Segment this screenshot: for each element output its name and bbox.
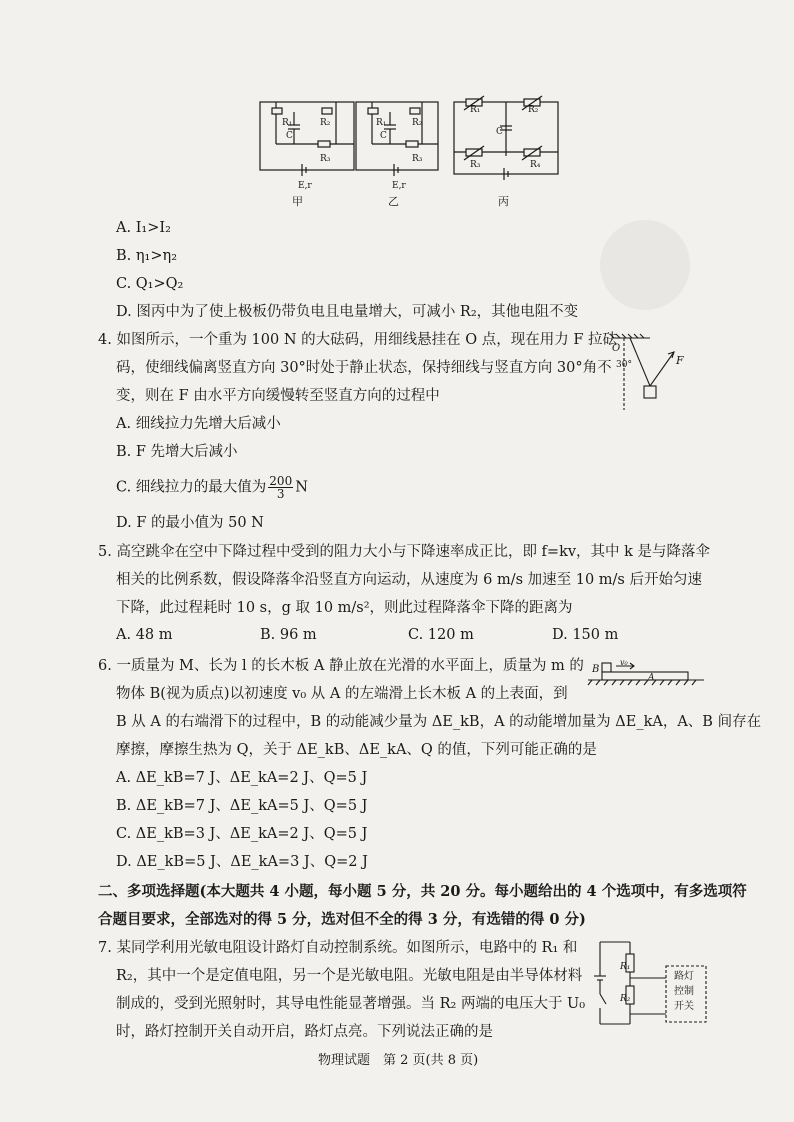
q5-option-a: A. 48 m bbox=[116, 627, 173, 643]
q5-option-b: B. 96 m bbox=[260, 627, 317, 643]
jia-label-er: E,r bbox=[298, 181, 312, 191]
q6-fig-label-a: A bbox=[648, 673, 655, 683]
q7-stem-line4: 时，路灯控制开关自动开启，路灯点亮。下列说法正确的是 bbox=[116, 1024, 493, 1040]
jia-label-c: C bbox=[286, 131, 293, 141]
q5-stem-line2: 相关的比例系数，假设降落伞沿竖直方向运动，从速度为 6 m/s 加速至 10 m/s 后开始匀速 bbox=[116, 572, 702, 588]
fraction-numerator: 200 bbox=[269, 474, 293, 488]
q6-stem-line2: 物体 B(视为质点)以初速度 v₀ 从 A 的左端滑上长木板 A 的上表面，到 bbox=[116, 686, 568, 702]
q4-fig-label-angle: 30° bbox=[616, 360, 632, 370]
q5-option-d: D. 150 m bbox=[552, 627, 619, 643]
q6-stem-line3: B 从 A 的右端滑下的过程中，B 的动能减少量为 ΔE_kB，A 的动能增加量为 ΔE_kA，A、B 间存在 bbox=[116, 714, 762, 730]
q7-stem-line3: 制成的，受到光照射时，其导电性能显著增强。当 R₂ 两端的电压大于 U₀ bbox=[116, 996, 586, 1012]
circuit-jia-caption: 甲 bbox=[292, 195, 303, 208]
q4-stem-line3: 变，则在 F 由水平方向缓慢转至竖直方向的过程中 bbox=[116, 388, 440, 404]
q3-option-d: D. 图丙中为了使上极板仍带负电且电量增大，可减小 R₂，其他电阻不变 bbox=[116, 304, 579, 320]
q4-fig-label-f: F bbox=[676, 354, 684, 367]
bing-label-r3: R₃ bbox=[470, 160, 481, 170]
q4-option-b: B. F 先增大后减小 bbox=[116, 444, 238, 460]
fraction-denominator: 3 bbox=[276, 487, 285, 501]
circuit-yi-caption: 乙 bbox=[388, 195, 399, 208]
yi-label-er: E,r bbox=[392, 181, 406, 191]
q6-option-c: C. ΔE_kB=3 J、ΔE_kA=2 J、Q=5 J bbox=[116, 826, 368, 842]
q6-stem-line4: 摩擦，摩擦生热为 Q，关于 ΔE_kB、ΔE_kA、Q 的值，下列可能正确的是 bbox=[116, 742, 597, 758]
circuit-jia-diagram bbox=[258, 98, 358, 186]
circuit-yi-diagram bbox=[354, 98, 444, 186]
q4-option-c-text: C. 细线拉力的最大值为 bbox=[116, 479, 267, 496]
q5-option-c: C. 120 m bbox=[408, 627, 474, 643]
circuit-bing-caption: 丙 bbox=[498, 195, 509, 208]
q4-option-c bbox=[116, 475, 308, 500]
q6-fig-label-v0: v₀ bbox=[620, 658, 628, 667]
bing-label-r1: R₁ bbox=[470, 105, 481, 115]
circuit-bing-diagram bbox=[452, 96, 562, 188]
q4-option-a: A. 细线拉力先增大后减小 bbox=[116, 416, 281, 432]
q4-stem-line2: 码，使细线偏离竖直方向 30°时处于静止状态，保持细线与竖直方向 30°角不 bbox=[116, 360, 612, 376]
q7-fig-label-r2: R₂ bbox=[620, 994, 631, 1004]
section2-header-line1: 二、多项选择题(本大题共 4 小题，每小题 5 分，共 20 分。每小题给出的 4 个选项中，有多选项符 bbox=[98, 883, 747, 900]
q6-option-b: B. ΔE_kB=7 J、ΔE_kA=5 J、Q=5 J bbox=[116, 798, 368, 814]
q6-option-a: A. ΔE_kB=7 J、ΔE_kA=2 J、Q=5 J bbox=[116, 770, 368, 786]
qr-smudge bbox=[600, 220, 690, 310]
bing-label-r2: R₂ bbox=[528, 105, 539, 115]
q6-option-d: D. ΔE_kB=5 J、ΔE_kA=3 J、Q=2 J bbox=[116, 854, 368, 870]
q4-option-c-unit: N bbox=[295, 479, 308, 496]
q7-stem-line1: 7. 某同学利用光敏电阻设计路灯自动控制系统。如图所示，电路中的 R₁ 和 bbox=[98, 940, 578, 956]
q7-fig-switch-label-3: 开关 bbox=[674, 1001, 694, 1012]
q7-stem-line2: R₂，其中一个是定值电阻，另一个是光敏电阻。光敏电阻是由半导体材料 bbox=[116, 968, 583, 984]
bing-label-c: C bbox=[496, 127, 503, 137]
q7-fig-switch-label-1: 路灯 bbox=[674, 971, 694, 982]
jia-label-r1: R₁ bbox=[282, 118, 293, 128]
q3-option-a: A. I₁>I₂ bbox=[116, 220, 171, 236]
q6-fig-label-b: B bbox=[592, 664, 600, 675]
section2-header-line2: 合题目要求，全部选对的得 5 分，选对但不全的得 3 分，有选错的得 0 分) bbox=[98, 911, 586, 928]
jia-label-r2: R₂ bbox=[320, 118, 331, 128]
q5-stem-line1: 5. 高空跳伞在空中下降过程中受到的阻力大小与下降速率成正比，即 f=kv，其中 k 是与降落伞 bbox=[98, 544, 711, 560]
yi-label-r2: R₂ bbox=[412, 118, 423, 128]
q3-option-b: B. η₁>η₂ bbox=[116, 248, 178, 264]
q4-stem-line1: 4. 如图所示，一个重为 100 N 的大砝码，用细线悬挂在 O 点，现在用力 F 拉砝 bbox=[98, 332, 618, 348]
jia-label-r3: R₃ bbox=[320, 154, 331, 164]
q4-force-diagram bbox=[610, 334, 690, 414]
yi-label-r3: R₃ bbox=[412, 154, 423, 164]
q4-option-d: D. F 的最小值为 50 N bbox=[116, 515, 264, 531]
q7-fig-label-r1: R₁ bbox=[620, 962, 631, 972]
q7-fig-switch-label-2: 控制 bbox=[674, 986, 694, 997]
q5-stem-line3: 下降，此过程耗时 10 s，g 取 10 m/s²，则此过程降落伞下降的距离为 bbox=[116, 600, 573, 616]
q3-option-c: C. Q₁>Q₂ bbox=[116, 276, 184, 292]
page-footer: 物理试题 第 2 页(共 8 页) bbox=[318, 1053, 479, 1068]
q6-stem-line1: 6. 一质量为 M、长为 l 的长木板 A 静止放在光滑的水平面上，质量为 m 的 bbox=[98, 658, 584, 674]
q4-option-c-fraction bbox=[268, 475, 293, 500]
yi-label-c: C bbox=[380, 131, 387, 141]
bing-label-r4: R₄ bbox=[530, 160, 541, 170]
yi-label-r1: R₁ bbox=[376, 118, 387, 128]
q4-fig-label-o: O bbox=[612, 343, 621, 354]
